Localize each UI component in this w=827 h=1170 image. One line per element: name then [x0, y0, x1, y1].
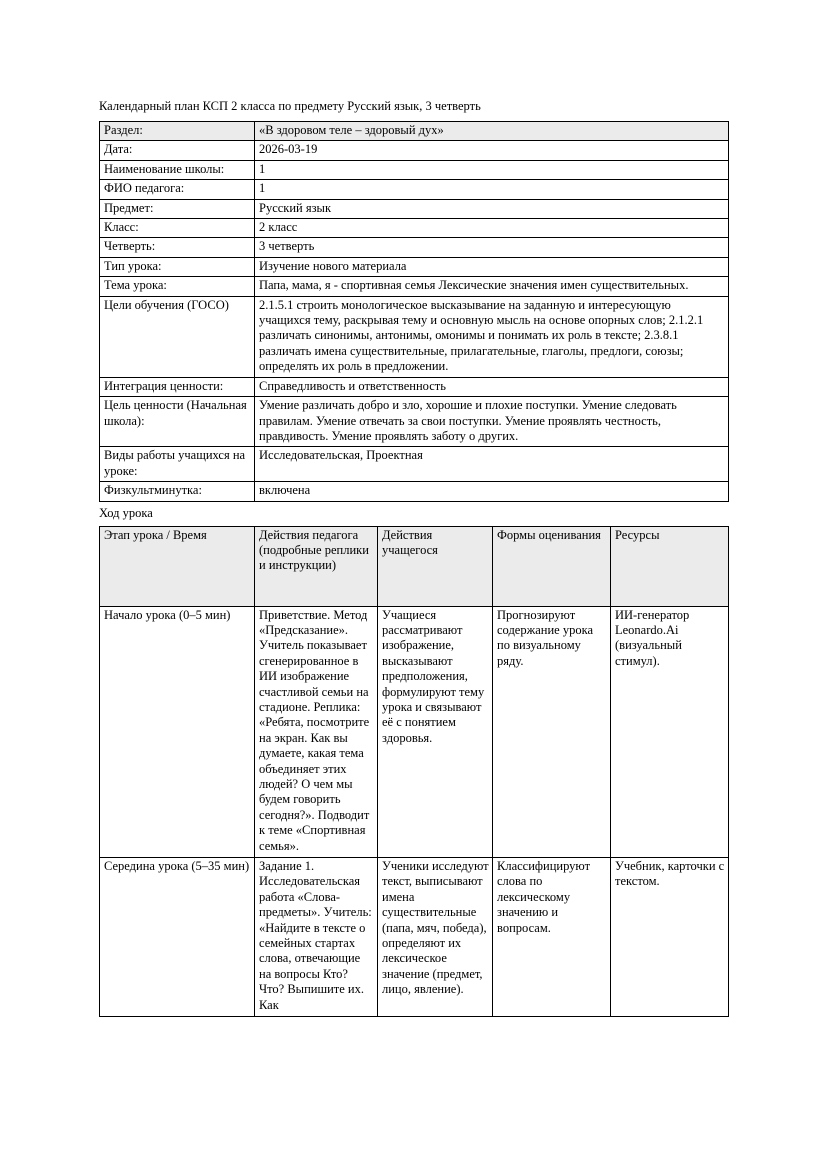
table-row — [100, 296, 729, 377]
info-label-cell: Четверть: — [100, 238, 255, 257]
info-label-cell: Раздел: — [100, 122, 255, 141]
info-label-cell: ФИО педагога: — [100, 180, 255, 199]
table-row — [100, 238, 729, 257]
info-value-cell: Справедливость и ответственность — [255, 377, 729, 396]
info-label-cell: Цели обучения (ГОСО) — [100, 296, 255, 377]
info-value-cell: Умение различать добро и зло, хорошие и плохие поступки. Умение следовать правилам. Умение отвечать за свои поступки. Умение проявлять честность, правдивость. Умение проявлять заботу о других. — [255, 397, 729, 447]
teacher-actions-cell: Приветствие. Метод «Предсказание». Учитель показывает сгенерированное в ИИ изображение счастливой семьи на стадионе. Реплика: «Ребята, посмотрите на экран. Как вы думаете, какая тема объединяет этих людей? О чем мы будем говорить сегодня?». Подводит к теме «Спортивная семья». — [255, 606, 378, 858]
table-row — [100, 122, 729, 141]
page-title: Календарный план КСП 2 класса по предмету Русский язык, 3 четверть — [99, 99, 481, 113]
student-actions-cell: Учащиеся рассматривают изображение, высказывают предположения, формулируют тему урока и связывают её с понятием здоровья. — [378, 606, 493, 858]
table-row — [100, 160, 729, 179]
lesson-flow-table — [99, 526, 729, 1018]
table-row — [100, 397, 729, 447]
info-label-cell: Физкультминутка: — [100, 482, 255, 501]
table-header-row — [100, 526, 729, 606]
lesson-flow-body — [100, 606, 729, 1017]
table-row — [100, 447, 729, 482]
info-label-cell: Тип урока: — [100, 257, 255, 276]
info-value-cell: 3 четверть — [255, 238, 729, 257]
info-value-cell: 1 — [255, 180, 729, 199]
assessment-cell: Прогнозируют содержание урока по визуальному ряду. — [493, 606, 611, 858]
table-row — [100, 257, 729, 276]
info-label-cell: Интеграция ценности: — [100, 377, 255, 396]
table-row — [100, 219, 729, 238]
table-row — [100, 377, 729, 396]
info-value-cell: Изучение нового материала — [255, 257, 729, 276]
info-value-cell: Исследовательская, Проектная — [255, 447, 729, 482]
teacher-actions-cell: Задание 1. Исследовательская работа «Слова-предметы». Учитель: «Найдите в тексте о семейных стартах слова, отвечающие на вопросы Кто? Что? Выпишите их. Как — [255, 858, 378, 1017]
info-value-cell: 1 — [255, 160, 729, 179]
info-label-cell: Наименование школы: — [100, 160, 255, 179]
lesson-info-body — [100, 122, 729, 502]
lesson-flow-label: Ход урока — [99, 505, 153, 520]
info-value-cell: Русский язык — [255, 199, 729, 218]
stage-cell: Середина урока (5–35 мин) — [100, 858, 255, 1017]
table-row — [100, 277, 729, 296]
table-row — [100, 482, 729, 501]
table-row — [100, 606, 729, 858]
stage-cell: Начало урока (0–5 мин) — [100, 606, 255, 858]
info-value-cell: 2 класс — [255, 219, 729, 238]
info-label-cell: Предмет: — [100, 199, 255, 218]
table-row — [100, 858, 729, 1017]
table-row — [100, 199, 729, 218]
lesson-flow-header — [100, 526, 729, 606]
info-value-cell: 2.1.5.1 строить монологическое высказывание на заданную и интересующую учащихся тему, раскрывая тему и основную мысль на основе опорных слов; 2.1.2.1 различать синонимы, антонимы, омонимы и понимать их роль в тексте; 2.3.8.1 различать имена существительные, прилагательные, глаголы, предлоги, союзы; определять их роль в предложении. — [255, 296, 729, 377]
info-label-cell: Цель ценности (Начальная школа): — [100, 397, 255, 447]
info-label-cell: Виды работы учащихся на уроке: — [100, 447, 255, 482]
info-value-cell: Папа, мама, я - спортивная семья Лексические значения имен существительных. — [255, 277, 729, 296]
info-value-cell: 2026-03-19 — [255, 141, 729, 160]
info-value-cell: «В здоровом теле – здоровый дух» — [255, 122, 729, 141]
column-header: Ресурсы — [611, 526, 729, 606]
info-label-cell: Класс: — [100, 219, 255, 238]
column-header: Действия педагога (подробные реплики и инструкции) — [255, 526, 378, 606]
info-label-cell: Дата: — [100, 141, 255, 160]
info-label-cell: Тема урока: — [100, 277, 255, 296]
column-header: Действия учащегося — [378, 526, 493, 606]
table-row — [100, 141, 729, 160]
info-value-cell: включена — [255, 482, 729, 501]
lesson-info-table — [99, 121, 729, 502]
column-header: Формы оценивания — [493, 526, 611, 606]
table-row — [100, 180, 729, 199]
student-actions-cell: Ученики исследуют текст, выписывают имена существительные (папа, мяч, победа), определяют их лексическое значение (предмет, лицо, явление). — [378, 858, 493, 1017]
column-header: Этап урока / Время — [100, 526, 255, 606]
assessment-cell: Классифицируют слова по лексическому значению и вопросам. — [493, 858, 611, 1017]
resources-cell: ИИ-генератор Leonardo.Ai (визуальный стимул). — [611, 606, 729, 858]
resources-cell: Учебник, карточки с текстом. — [611, 858, 729, 1017]
